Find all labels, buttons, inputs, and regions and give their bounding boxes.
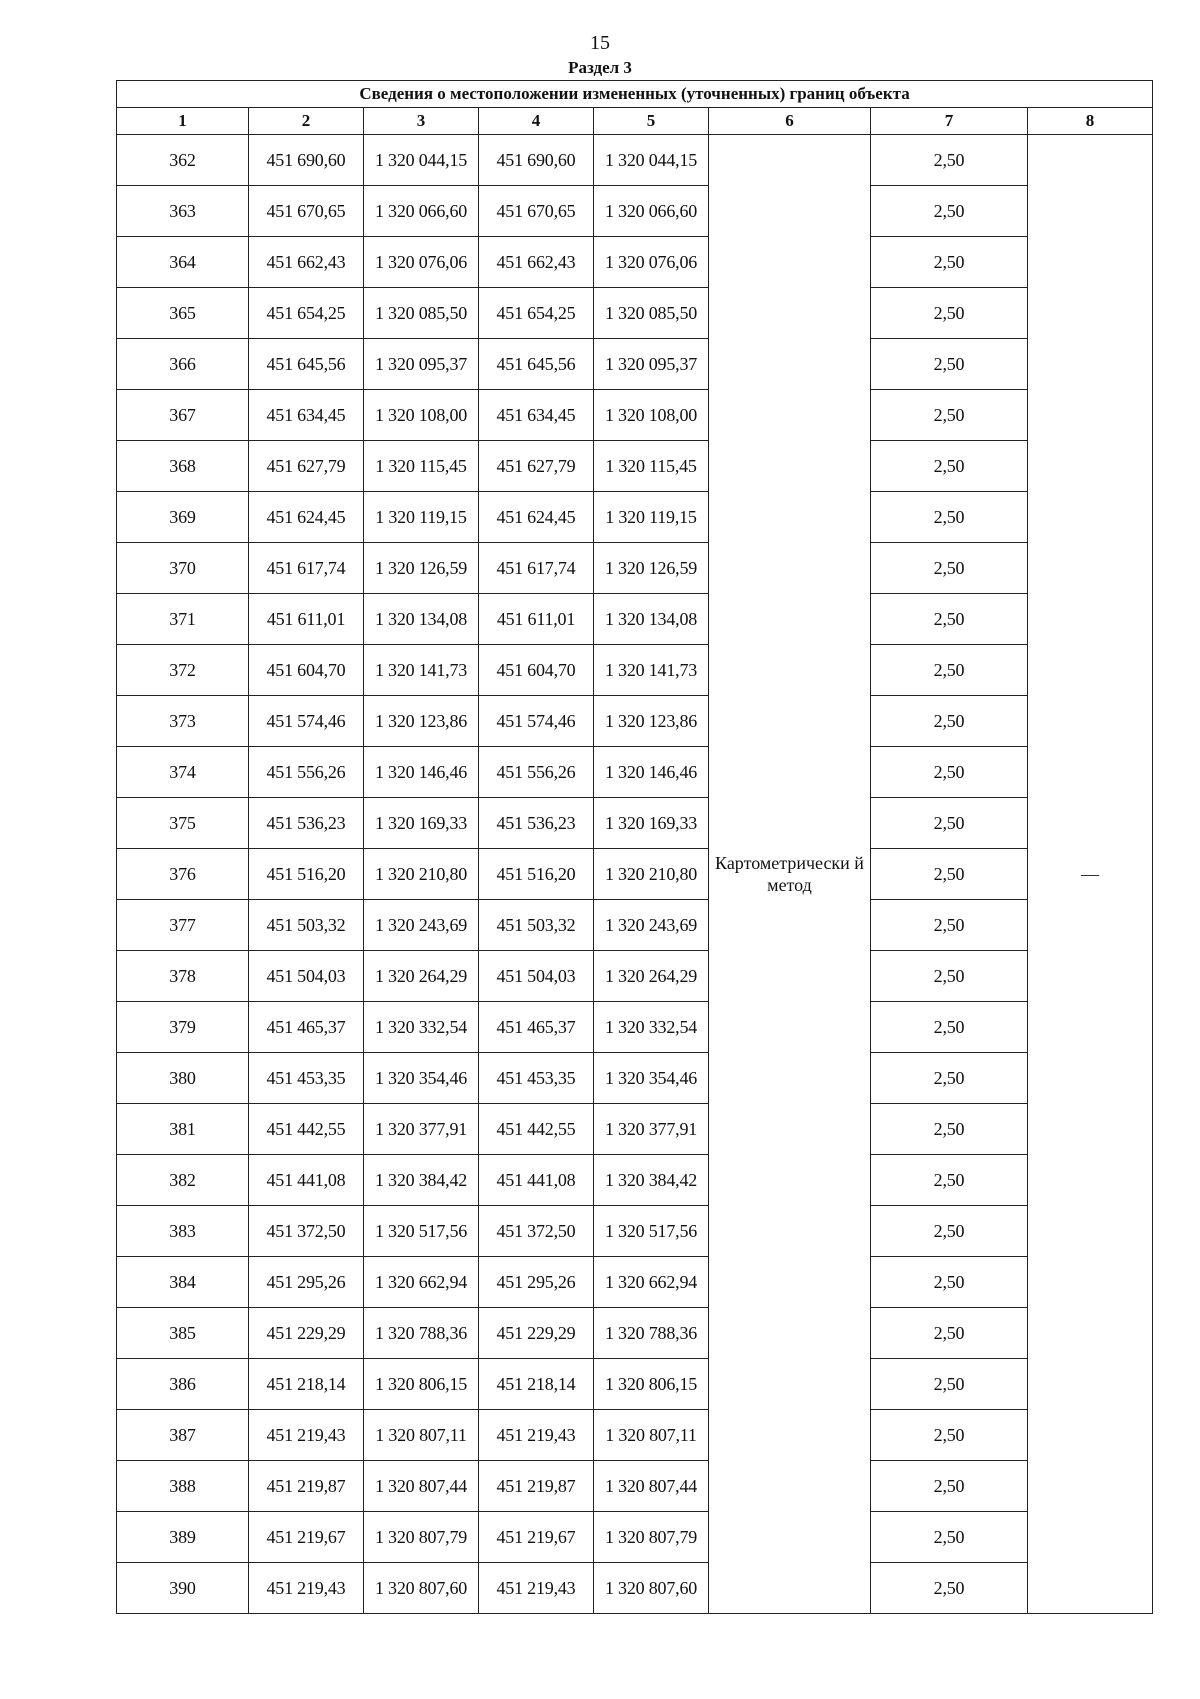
y-new-cell: 1 320 662,94: [594, 1257, 709, 1308]
x-new-cell: 451 611,01: [479, 594, 594, 645]
y-new-cell: 1 320 123,86: [594, 696, 709, 747]
table-row: [117, 1410, 1153, 1461]
point-number-cell: 369: [117, 492, 249, 543]
table-row: [117, 1206, 1153, 1257]
x-new-cell: 451 654,25: [479, 288, 594, 339]
coordinates-table: [116, 80, 1153, 1614]
column-number: 8: [1028, 108, 1153, 135]
table-caption: Сведения о местоположении измененных (уточненных) границ объекта: [117, 81, 1153, 108]
x-new-cell: 451 627,79: [479, 441, 594, 492]
x-new-cell: 451 516,20: [479, 849, 594, 900]
point-number-cell: 381: [117, 1104, 249, 1155]
y-new-cell: 1 320 115,45: [594, 441, 709, 492]
precision-cell: 2,50: [871, 237, 1028, 288]
point-number-cell: 386: [117, 1359, 249, 1410]
column8-dash-cell: —: [1028, 135, 1153, 1614]
point-number-cell: 362: [117, 135, 249, 186]
y-new-cell: 1 320 119,15: [594, 492, 709, 543]
x-new-cell: 451 453,35: [479, 1053, 594, 1104]
y-old-cell: 1 320 788,36: [364, 1308, 479, 1359]
y-old-cell: 1 320 210,80: [364, 849, 479, 900]
x-new-cell: 451 442,55: [479, 1104, 594, 1155]
table-row: [117, 1104, 1153, 1155]
precision-cell: 2,50: [871, 1002, 1028, 1053]
precision-cell: 2,50: [871, 339, 1028, 390]
table-row: [117, 186, 1153, 237]
precision-cell: 2,50: [871, 390, 1028, 441]
x-old-cell: 451 504,03: [249, 951, 364, 1002]
x-new-cell: 451 604,70: [479, 645, 594, 696]
precision-cell: 2,50: [871, 1563, 1028, 1614]
y-new-cell: 1 320 807,60: [594, 1563, 709, 1614]
x-old-cell: 451 465,37: [249, 1002, 364, 1053]
x-old-cell: 451 604,70: [249, 645, 364, 696]
point-number-cell: 373: [117, 696, 249, 747]
point-number-cell: 388: [117, 1461, 249, 1512]
precision-cell: 2,50: [871, 492, 1028, 543]
table-row: [117, 390, 1153, 441]
column-number: 7: [871, 108, 1028, 135]
column-number: 3: [364, 108, 479, 135]
section-title: Раздел 3: [568, 58, 632, 77]
x-old-cell: 451 219,87: [249, 1461, 364, 1512]
precision-cell: 2,50: [871, 1053, 1028, 1104]
precision-cell: 2,50: [871, 1155, 1028, 1206]
point-number-cell: 384: [117, 1257, 249, 1308]
y-new-cell: 1 320 044,15: [594, 135, 709, 186]
point-number-cell: 379: [117, 1002, 249, 1053]
y-new-cell: 1 320 169,33: [594, 798, 709, 849]
x-old-cell: 451 295,26: [249, 1257, 364, 1308]
x-new-cell: 451 372,50: [479, 1206, 594, 1257]
x-old-cell: 451 574,46: [249, 696, 364, 747]
x-new-cell: 451 536,23: [479, 798, 594, 849]
x-old-cell: 451 654,25: [249, 288, 364, 339]
y-new-cell: 1 320 141,73: [594, 645, 709, 696]
y-new-cell: 1 320 076,06: [594, 237, 709, 288]
y-old-cell: 1 320 662,94: [364, 1257, 479, 1308]
y-new-cell: 1 320 134,08: [594, 594, 709, 645]
y-new-cell: 1 320 332,54: [594, 1002, 709, 1053]
table-row: [117, 135, 1153, 186]
y-new-cell: 1 320 807,11: [594, 1410, 709, 1461]
x-new-cell: 451 219,87: [479, 1461, 594, 1512]
y-old-cell: 1 320 095,37: [364, 339, 479, 390]
x-old-cell: 451 617,74: [249, 543, 364, 594]
table-row: [117, 339, 1153, 390]
precision-cell: 2,50: [871, 747, 1028, 798]
y-old-cell: 1 320 066,60: [364, 186, 479, 237]
x-old-cell: 451 219,43: [249, 1410, 364, 1461]
x-new-cell: 451 504,03: [479, 951, 594, 1002]
precision-cell: 2,50: [871, 1104, 1028, 1155]
point-number-cell: 370: [117, 543, 249, 594]
point-number-cell: 389: [117, 1512, 249, 1563]
y-new-cell: 1 320 146,46: [594, 747, 709, 798]
point-number-cell: 375: [117, 798, 249, 849]
y-new-cell: 1 320 384,42: [594, 1155, 709, 1206]
x-old-cell: 451 372,50: [249, 1206, 364, 1257]
y-new-cell: 1 320 085,50: [594, 288, 709, 339]
y-old-cell: 1 320 085,50: [364, 288, 479, 339]
y-new-cell: 1 320 788,36: [594, 1308, 709, 1359]
y-old-cell: 1 320 115,45: [364, 441, 479, 492]
point-number-cell: 368: [117, 441, 249, 492]
x-new-cell: 451 219,43: [479, 1410, 594, 1461]
precision-cell: 2,50: [871, 1257, 1028, 1308]
x-new-cell: 451 617,74: [479, 543, 594, 594]
x-new-cell: 451 503,32: [479, 900, 594, 951]
x-old-cell: 451 229,29: [249, 1308, 364, 1359]
y-old-cell: 1 320 126,59: [364, 543, 479, 594]
x-new-cell: 451 219,67: [479, 1512, 594, 1563]
point-number-cell: 374: [117, 747, 249, 798]
precision-cell: 2,50: [871, 798, 1028, 849]
y-new-cell: 1 320 066,60: [594, 186, 709, 237]
table-row: [117, 849, 1153, 900]
x-new-cell: 451 556,26: [479, 747, 594, 798]
y-old-cell: 1 320 146,46: [364, 747, 479, 798]
table-row: [117, 1155, 1153, 1206]
y-new-cell: 1 320 126,59: [594, 543, 709, 594]
precision-cell: 2,50: [871, 1461, 1028, 1512]
table-row: [117, 1308, 1153, 1359]
point-number-cell: 378: [117, 951, 249, 1002]
x-old-cell: 451 662,43: [249, 237, 364, 288]
x-old-cell: 451 218,14: [249, 1359, 364, 1410]
y-old-cell: 1 320 243,69: [364, 900, 479, 951]
y-new-cell: 1 320 377,91: [594, 1104, 709, 1155]
x-new-cell: 451 218,14: [479, 1359, 594, 1410]
y-new-cell: 1 320 210,80: [594, 849, 709, 900]
table-row: [117, 1512, 1153, 1563]
precision-cell: 2,50: [871, 696, 1028, 747]
x-old-cell: 451 442,55: [249, 1104, 364, 1155]
table-row: [117, 1002, 1153, 1053]
point-number-cell: 365: [117, 288, 249, 339]
y-new-cell: 1 320 264,29: [594, 951, 709, 1002]
y-new-cell: 1 320 807,44: [594, 1461, 709, 1512]
y-old-cell: 1 320 123,86: [364, 696, 479, 747]
page-number: 15: [590, 32, 610, 54]
precision-cell: 2,50: [871, 900, 1028, 951]
precision-cell: 2,50: [871, 543, 1028, 594]
precision-cell: 2,50: [871, 645, 1028, 696]
point-number-cell: 363: [117, 186, 249, 237]
y-old-cell: 1 320 169,33: [364, 798, 479, 849]
y-old-cell: 1 320 377,91: [364, 1104, 479, 1155]
point-number-cell: 364: [117, 237, 249, 288]
x-old-cell: 451 453,35: [249, 1053, 364, 1104]
y-new-cell: 1 320 354,46: [594, 1053, 709, 1104]
x-old-cell: 451 219,43: [249, 1563, 364, 1614]
table-row: [117, 1563, 1153, 1614]
table-row: [117, 1461, 1153, 1512]
point-number-cell: 372: [117, 645, 249, 696]
x-old-cell: 451 624,45: [249, 492, 364, 543]
precision-cell: 2,50: [871, 1512, 1028, 1563]
point-number-cell: 382: [117, 1155, 249, 1206]
y-old-cell: 1 320 807,11: [364, 1410, 479, 1461]
column-number: 5: [594, 108, 709, 135]
y-old-cell: 1 320 044,15: [364, 135, 479, 186]
column-number: 1: [117, 108, 249, 135]
x-old-cell: 451 634,45: [249, 390, 364, 441]
x-old-cell: 451 670,65: [249, 186, 364, 237]
y-new-cell: 1 320 517,56: [594, 1206, 709, 1257]
table-row: [117, 288, 1153, 339]
precision-cell: 2,50: [871, 441, 1028, 492]
column-number: 4: [479, 108, 594, 135]
precision-cell: 2,50: [871, 1206, 1028, 1257]
x-old-cell: 451 536,23: [249, 798, 364, 849]
column-number: 2: [249, 108, 364, 135]
precision-cell: 2,50: [871, 594, 1028, 645]
table-row: [117, 645, 1153, 696]
x-old-cell: 451 645,56: [249, 339, 364, 390]
table-row: [117, 1359, 1153, 1410]
table-row: [117, 1257, 1153, 1308]
x-new-cell: 451 645,56: [479, 339, 594, 390]
x-new-cell: 451 670,65: [479, 186, 594, 237]
method-cell: Картометрически й метод: [709, 135, 871, 1614]
y-old-cell: 1 320 354,46: [364, 1053, 479, 1104]
table-row: [117, 492, 1153, 543]
table-row: [117, 798, 1153, 849]
table-row: [117, 237, 1153, 288]
point-number-cell: 376: [117, 849, 249, 900]
y-old-cell: 1 320 134,08: [364, 594, 479, 645]
x-old-cell: 451 556,26: [249, 747, 364, 798]
x-old-cell: 451 219,67: [249, 1512, 364, 1563]
point-number-cell: 385: [117, 1308, 249, 1359]
precision-cell: 2,50: [871, 1410, 1028, 1461]
precision-cell: 2,50: [871, 951, 1028, 1002]
point-number-cell: 371: [117, 594, 249, 645]
table-row: [117, 441, 1153, 492]
point-number-cell: 387: [117, 1410, 249, 1461]
x-old-cell: 451 611,01: [249, 594, 364, 645]
point-number-cell: 367: [117, 390, 249, 441]
column-number-row: [117, 108, 1153, 135]
y-old-cell: 1 320 108,00: [364, 390, 479, 441]
table-row: [117, 1053, 1153, 1104]
x-old-cell: 451 441,08: [249, 1155, 364, 1206]
x-old-cell: 451 516,20: [249, 849, 364, 900]
x-old-cell: 451 627,79: [249, 441, 364, 492]
y-new-cell: 1 320 095,37: [594, 339, 709, 390]
y-new-cell: 1 320 243,69: [594, 900, 709, 951]
precision-cell: 2,50: [871, 186, 1028, 237]
y-old-cell: 1 320 332,54: [364, 1002, 479, 1053]
y-new-cell: 1 320 806,15: [594, 1359, 709, 1410]
y-old-cell: 1 320 517,56: [364, 1206, 479, 1257]
x-new-cell: 451 634,45: [479, 390, 594, 441]
point-number-cell: 377: [117, 900, 249, 951]
table-row: [117, 594, 1153, 645]
precision-cell: 2,50: [871, 288, 1028, 339]
column-number: 6: [709, 108, 871, 135]
table-row: [117, 900, 1153, 951]
point-number-cell: 380: [117, 1053, 249, 1104]
x-old-cell: 451 503,32: [249, 900, 364, 951]
x-new-cell: 451 662,43: [479, 237, 594, 288]
precision-cell: 2,50: [871, 1359, 1028, 1410]
x-new-cell: 451 295,26: [479, 1257, 594, 1308]
y-old-cell: 1 320 119,15: [364, 492, 479, 543]
point-number-cell: 366: [117, 339, 249, 390]
table-row: [117, 543, 1153, 594]
precision-cell: 2,50: [871, 849, 1028, 900]
table-row: [117, 747, 1153, 798]
y-new-cell: 1 320 807,79: [594, 1512, 709, 1563]
y-old-cell: 1 320 807,79: [364, 1512, 479, 1563]
x-old-cell: 451 690,60: [249, 135, 364, 186]
y-old-cell: 1 320 806,15: [364, 1359, 479, 1410]
point-number-cell: 390: [117, 1563, 249, 1614]
x-new-cell: 451 624,45: [479, 492, 594, 543]
y-old-cell: 1 320 384,42: [364, 1155, 479, 1206]
y-old-cell: 1 320 141,73: [364, 645, 479, 696]
table-row: [117, 951, 1153, 1002]
y-old-cell: 1 320 264,29: [364, 951, 479, 1002]
y-old-cell: 1 320 807,60: [364, 1563, 479, 1614]
y-old-cell: 1 320 076,06: [364, 237, 479, 288]
y-new-cell: 1 320 108,00: [594, 390, 709, 441]
x-new-cell: 451 229,29: [479, 1308, 594, 1359]
table-row: [117, 696, 1153, 747]
precision-cell: 2,50: [871, 1308, 1028, 1359]
x-new-cell: 451 465,37: [479, 1002, 594, 1053]
x-new-cell: 451 219,43: [479, 1563, 594, 1614]
table-body: [117, 135, 1153, 1614]
y-old-cell: 1 320 807,44: [364, 1461, 479, 1512]
x-new-cell: 451 441,08: [479, 1155, 594, 1206]
point-number-cell: 383: [117, 1206, 249, 1257]
x-new-cell: 451 690,60: [479, 135, 594, 186]
x-new-cell: 451 574,46: [479, 696, 594, 747]
precision-cell: 2,50: [871, 135, 1028, 186]
